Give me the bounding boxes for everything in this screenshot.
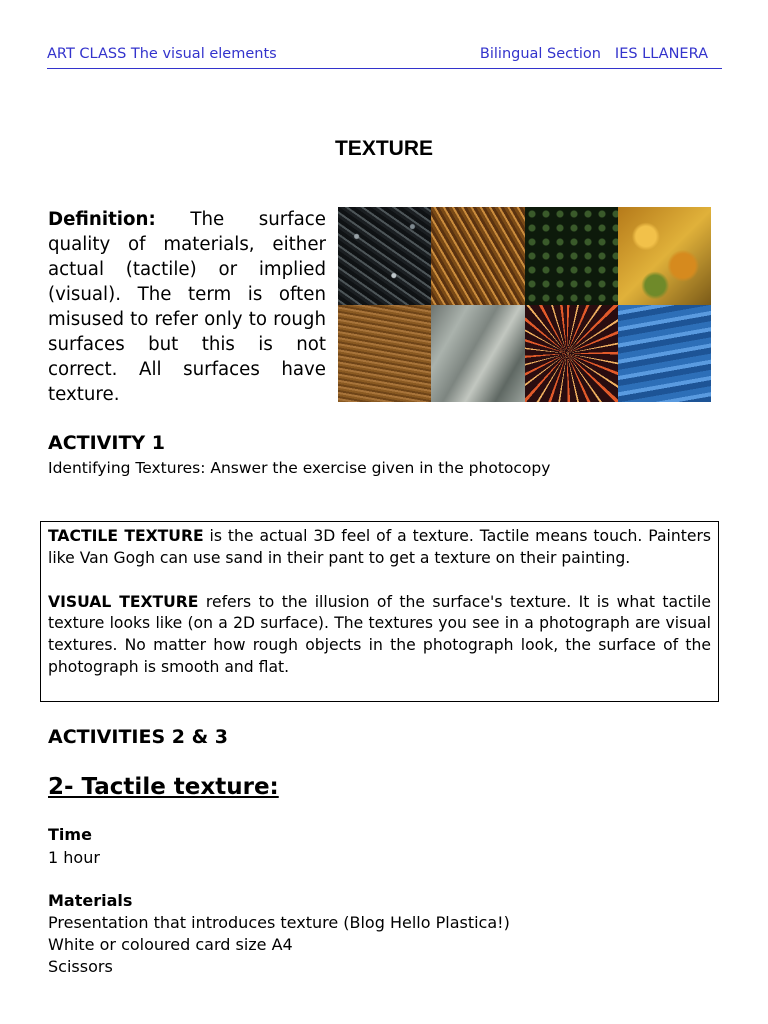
activity1-text: Identifying Textures: Answer the exercise given in the photocopy	[48, 459, 551, 477]
header-course-title: ART CLASS The visual elements	[47, 46, 277, 62]
visual-texture-term: VISUAL TEXTURE	[48, 592, 199, 611]
visual-texture-paragraph	[48, 592, 711, 679]
wood-grain-texture-icon	[338, 305, 431, 403]
tactile-texture-heading: 2- Tactile texture:	[48, 774, 279, 800]
definition-paragraph	[48, 207, 326, 407]
materials-item: Presentation that introduces texture (Blog Hello Plastica!)	[48, 913, 510, 932]
page-header	[47, 44, 722, 69]
activity1-heading: ACTIVITY 1	[48, 432, 166, 454]
autumn-leaves-texture-icon	[618, 207, 711, 305]
texture-image-collage	[338, 207, 711, 402]
activities23-heading: ACTIVITIES 2 & 3	[48, 726, 228, 748]
visual-texture-text: refers to the illusion of the surface's texture. It is what tactile texture looks like (on a 2D surface). The textures you see in a photograph are visual textures. No matter how rough objects in the photograph look, the surface of the photograph is smooth and flat.	[48, 592, 711, 676]
bark-texture-icon	[338, 207, 431, 305]
fireworks-texture-icon	[525, 305, 618, 403]
tactile-texture-term: TACTILE TEXTURE	[48, 527, 204, 545]
header-school: IES LLANERA	[614, 46, 708, 62]
tactile-texture-paragraph	[48, 526, 711, 570]
tactile-texture-text: is the actual 3D feel of a texture. Tactile means touch. Painters like Van Gogh can use sand in their pant to get a texture on their painting.	[48, 527, 712, 567]
rock-texture-icon	[431, 305, 524, 403]
time-label: Time	[48, 825, 92, 844]
header-school-info	[480, 46, 708, 62]
header-section: Bilingual Section	[479, 46, 601, 62]
definition-label: Definition:	[48, 209, 156, 230]
materials-item: White or coloured card size A4	[48, 935, 293, 954]
materials-item: Scissors	[48, 957, 113, 976]
dotted-green-texture-icon	[525, 207, 618, 305]
definition-text: The surface quality of materials, either actual (tactile) or implied (visual). The term is often misused to refer only to rough surfaces but this is not correct. All surfaces have texture.	[48, 209, 326, 405]
time-value: 1 hour	[48, 848, 100, 867]
water-texture-icon	[618, 305, 711, 403]
texture-types-box	[40, 521, 719, 702]
page-title: TEXTURE	[334, 137, 433, 160]
materials-label: Materials	[48, 891, 133, 910]
wheat-texture-icon	[431, 207, 524, 305]
